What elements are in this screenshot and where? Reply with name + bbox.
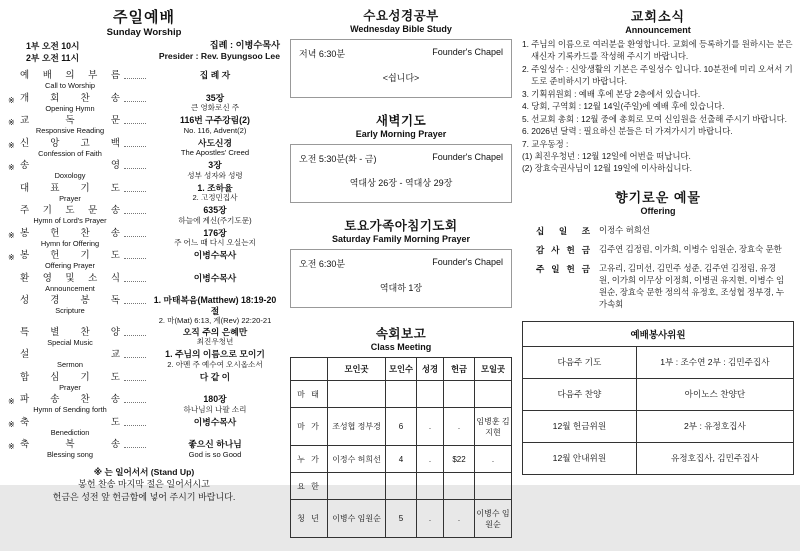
worship-order-list	[8, 70, 280, 461]
class-meeting-title-en: Class Meeting	[370, 342, 432, 352]
order-item-value	[150, 70, 280, 81]
announcement-item: 1. 주님의 이름으로 여러분을 환영합니다. 교회에 등록하기를 원하시는 분은 새신자 기록카드를 작성해 주시기 바랍니다.	[522, 39, 793, 62]
dotted-leader	[124, 273, 146, 282]
order-item-label	[20, 394, 120, 414]
order-item-value-main: 이병수목사	[193, 416, 237, 427]
order-item-value-main: 116번 구주강림(2)	[180, 115, 250, 125]
class-gather-place-cell: 이정수 허희선	[328, 446, 386, 473]
presider	[159, 40, 280, 62]
order-item-label	[20, 349, 120, 369]
announcement-title-en: Announcement	[625, 25, 691, 35]
standup-mark	[8, 295, 20, 298]
service-time-1: 1부 오전 10시	[26, 41, 80, 51]
order-item-label-en: Prayer	[59, 193, 81, 203]
standup-mark: ※	[8, 230, 15, 240]
meeting-title-en: Saturday Family Morning Prayer	[331, 234, 471, 244]
order-item-value-sub: 2. 아멘 주 예수여 오시옵소서	[167, 359, 263, 369]
class-header-attendance: 모인수	[386, 358, 417, 381]
order-item-label	[20, 228, 120, 248]
standup-mark: ※	[8, 140, 15, 150]
meeting-sections	[290, 6, 512, 308]
order-item-label-en: Announcement	[45, 283, 95, 293]
order-item-label-ko: 봉 헌 기 도	[20, 250, 120, 261]
dotted-leader	[124, 70, 146, 79]
class-gather-place-cell: 조성협 정부경	[328, 408, 386, 446]
order-item-value-main: 35장	[205, 92, 225, 103]
class-meeting-section	[290, 324, 512, 538]
announcement-item: 7. 교우동정 :	[522, 138, 569, 149]
order-item-value-main: 635장	[203, 205, 227, 215]
class-meeting-rows	[291, 381, 512, 538]
committee-person-cell: 2부 : 유정호집사	[636, 410, 793, 442]
order-item-label-ko: 대 표 기 도	[20, 182, 120, 194]
order-item-label-ko: 교 독 문	[20, 115, 120, 126]
order-item-value-sub: 2. 고정민집사	[192, 193, 238, 202]
order-item-value	[150, 349, 280, 369]
class-offering-cell: .	[444, 500, 475, 538]
order-item-label	[20, 295, 120, 315]
order-item-label	[20, 250, 120, 270]
committee-person-cell: 아이노스 찬양단	[636, 378, 793, 410]
order-item-value	[150, 439, 280, 459]
worship-order-row	[8, 273, 280, 295]
dotted-leader	[124, 205, 146, 214]
class-name-cell: 마 태	[291, 381, 328, 408]
sunday-worship-title-ko: 주일예배	[113, 9, 175, 26]
order-item-label-ko: 합 심 기 도	[20, 371, 120, 383]
dotted-leader	[124, 93, 146, 102]
order-item-value	[150, 93, 280, 113]
class-bible-cell: .	[417, 500, 444, 538]
dotted-leader	[124, 295, 146, 304]
order-item-label-ko: 축 복 송	[20, 439, 120, 450]
order-item-value-main: 1. 주님의 이름으로 모이기	[165, 349, 265, 359]
service-committee-table	[522, 321, 794, 475]
offering-entry-label: 십 일 조	[536, 225, 590, 236]
class-name-cell: 누 가	[291, 446, 328, 473]
order-item-value	[150, 183, 280, 203]
worship-order-row	[8, 160, 280, 182]
class-next-place-cell: 이병수 임원순	[475, 500, 512, 538]
meeting-info-box	[290, 144, 512, 203]
sunday-worship-title-en: Sunday Worship	[106, 27, 182, 38]
class-header-offering: 헌금	[444, 358, 475, 381]
order-item-label-en: Special Music	[47, 337, 93, 347]
class-bible-cell	[417, 473, 444, 500]
presider-ko: 집례 : 이병수목사	[209, 40, 280, 50]
order-item-value-sub: 주 어느 때 다시 오실는지	[174, 238, 256, 247]
order-item-label-ko: 송 영	[20, 160, 120, 171]
class-meeting-table	[290, 357, 512, 538]
dotted-leader	[124, 439, 146, 448]
standup-mark	[8, 183, 20, 186]
announcement-item: 6. 2026년 달력 : 필요하신 분들은 더 가져가시기 바랍니다.	[522, 126, 733, 137]
meeting-info-top	[299, 47, 503, 60]
offering-entries	[522, 224, 794, 311]
committee-rows	[523, 346, 794, 474]
order-item-label-en: Benediction	[50, 427, 90, 437]
worship-order-row	[8, 250, 280, 272]
worship-order-row	[8, 138, 280, 160]
meeting-title-ko: 토요가족아침기도회	[344, 219, 458, 233]
sunday-worship-section	[8, 6, 280, 504]
class-offering-cell	[444, 473, 475, 500]
announcement-item: (1) 최진우청년 : 12월 12일에 어번을 떠납니다.	[522, 150, 691, 161]
order-item-label-ko: 설 교	[20, 349, 120, 360]
class-attendance-cell: 5	[386, 500, 417, 538]
class-meeting-row	[291, 473, 512, 500]
meeting-title-ko: 수요성경공부	[363, 9, 439, 23]
committee-title: 예배봉사위원	[523, 321, 794, 346]
class-meeting-header-row	[291, 358, 512, 381]
order-item-value-main: 다 같 이	[199, 371, 231, 382]
meeting-info-box	[290, 249, 512, 308]
dotted-leader	[124, 394, 146, 403]
order-item-value	[150, 295, 280, 326]
order-item-value	[150, 273, 280, 284]
order-item-label-ko: 성 경 봉 독	[20, 295, 120, 306]
dotted-leader	[124, 327, 146, 336]
standup-mark: ※	[8, 163, 15, 172]
meeting-content: 역대상 26장 - 역대상 29장	[349, 178, 453, 188]
order-item-label	[20, 115, 120, 135]
meeting-section	[290, 111, 512, 203]
offering-entry	[536, 243, 786, 256]
order-item-value-sub: 최진우청년	[196, 337, 234, 346]
class-bible-cell	[417, 381, 444, 408]
meeting-content: <쉽니다>	[382, 73, 420, 83]
announcement-item: (2) 장효숙권사님이 12월 19일에 이사하십니다.	[522, 163, 692, 174]
class-next-place-cell: 임병훈 김지현	[475, 408, 512, 446]
news-offering-column	[522, 6, 794, 475]
worship-order-row	[8, 228, 280, 250]
class-next-place-cell	[475, 381, 512, 408]
committee-row	[523, 442, 794, 474]
order-item-value-main: 이병수목사	[193, 250, 237, 260]
dotted-leader	[124, 183, 146, 192]
dotted-leader	[124, 138, 146, 147]
order-item-label-ko: 봉 헌 찬 송	[20, 227, 120, 239]
order-item-label-en: Responsive Reading	[35, 126, 105, 135]
offering-entry-label: 감 사 헌 금	[536, 244, 590, 255]
order-item-label-ko: 개 회 찬 송	[20, 92, 120, 104]
order-item-label	[20, 327, 120, 347]
meeting-info-box	[290, 39, 512, 98]
worship-order-row	[8, 70, 280, 92]
order-item-value-main: 3장	[208, 160, 222, 170]
class-name-cell: 마 가	[291, 408, 328, 446]
class-offering-cell: $22	[444, 446, 475, 473]
committee-role-cell: 다음주 기도	[523, 346, 637, 378]
offering-entry-names: 김주연 김정림, 이가희, 이병수 임원순, 장효숙 문한	[599, 243, 782, 254]
committee-row	[523, 346, 794, 378]
class-attendance-cell: 6	[386, 408, 417, 446]
order-item-value	[150, 160, 280, 180]
standup-mark	[8, 372, 20, 375]
announcement-item: 4. 당회, 구역회 : 12월 14일(주일)에 예배 후에 있습니다.	[522, 101, 725, 112]
standup-mark	[8, 273, 20, 276]
order-item-value-sub: 하나님의 나팔 소리	[183, 404, 247, 414]
order-item-label-en: Blessing song	[46, 450, 93, 459]
dotted-leader	[124, 372, 146, 381]
class-meeting-title-ko: 속회보고	[375, 327, 427, 341]
order-item-value	[150, 327, 280, 347]
order-item-label	[20, 372, 120, 392]
offering-section	[522, 187, 794, 311]
meeting-info-top	[299, 152, 503, 165]
order-item-label-ko: 특 별 찬 양	[20, 326, 120, 338]
order-item-value-sub: 큰 영화로신 주	[190, 103, 240, 112]
offering-title-en: Offering	[640, 205, 676, 216]
class-offering-cell: .	[444, 408, 475, 446]
class-gather-place-cell	[328, 381, 386, 408]
class-offering-cell	[444, 381, 475, 408]
order-item-label-en: Offering Prayer	[45, 261, 95, 270]
order-item-label	[20, 70, 120, 90]
order-item-label-en: Opening Hymn	[45, 103, 95, 113]
meeting-place: Founder's Chapel	[432, 47, 503, 57]
class-gather-place-cell	[328, 473, 386, 500]
worship-header	[8, 40, 280, 64]
order-item-label	[20, 183, 120, 203]
class-header-next-place: 모일곳	[475, 358, 512, 381]
order-item-value-sub: 성부 성자와 성령	[187, 170, 243, 180]
committee-title-row	[523, 321, 794, 346]
offering-entry-names: 이정수 허희선	[599, 224, 650, 235]
announcement-item: 2. 주일성수 : 신앙생활의 기본은 주일성수 입니다. 10분전에 미리 오셔서 기도로 준비하시기 바랍니다.	[522, 63, 793, 87]
order-item-label-en: Hymn of Lord's Prayer	[33, 216, 107, 225]
standup-note: ※ 는 일어서서 (Stand Up)	[93, 466, 195, 477]
meeting-time: 오전 6:30분	[299, 259, 346, 269]
worship-order-row	[8, 372, 280, 394]
offering-title-ko: 향기로운 예물	[615, 189, 701, 205]
worship-order-row	[8, 295, 280, 326]
order-item-value	[150, 138, 280, 158]
order-item-value	[150, 394, 280, 414]
class-attendance-cell	[386, 473, 417, 500]
order-item-value-main: 오직 주의 은혜만	[182, 326, 248, 337]
order-item-label-en: Call to Worship	[45, 81, 95, 90]
meeting-time: 오전 5:30분(화 - 금)	[299, 154, 377, 164]
class-meeting-row	[291, 446, 512, 473]
worship-order-row	[8, 327, 280, 349]
class-name-cell: 요 한	[291, 473, 328, 500]
order-item-label	[20, 138, 120, 158]
worship-order-row	[8, 439, 280, 461]
class-gather-place-cell: 이병수 임원순	[328, 500, 386, 538]
order-item-value	[150, 250, 280, 261]
committee-role-cell: 12월 안내위원	[523, 442, 637, 474]
committee-row	[523, 378, 794, 410]
order-item-label-ko: 예 배 의 부 름	[20, 70, 120, 81]
standup-mark: ※	[8, 95, 15, 105]
class-bible-cell: .	[417, 446, 444, 473]
meeting-title-ko: 새벽기도	[375, 114, 427, 128]
standup-mark: ※	[8, 253, 15, 262]
meeting-title-en: Early Morning Prayer	[355, 129, 447, 139]
class-header-blank	[291, 358, 328, 381]
order-item-label	[20, 160, 120, 180]
offering-entry-label: 주 일 헌 금	[536, 263, 590, 274]
presider-en: Presider : Rev. Byungsoo Lee	[158, 51, 280, 61]
class-next-place-cell: .	[475, 446, 512, 473]
order-item-value	[150, 228, 280, 248]
order-item-value-main: 집 례 자	[199, 70, 231, 80]
offering-entry	[536, 262, 786, 311]
announcement-item: 5. 선교회 총회 : 12월 중에 총회로 모여 신임원을 선출해 주시기 바랍니다.	[522, 113, 787, 124]
committee-person-cell: 유정호집사, 김민주집사	[636, 442, 793, 474]
class-meeting-row	[291, 381, 512, 408]
standup-mark: ※	[8, 118, 15, 127]
class-next-place-cell	[475, 473, 512, 500]
order-item-label-ko: 축 도	[20, 416, 120, 428]
order-item-label-ko: 신 앙 고 백	[20, 137, 120, 149]
announcement-title-ko: 교회소식	[630, 9, 686, 24]
standup-mark: ※	[8, 397, 15, 406]
class-attendance-cell: 4	[386, 446, 417, 473]
order-item-label-en: Hymn of Sending forth	[33, 405, 107, 414]
announcement-section	[522, 6, 794, 175]
order-item-label-ko: 파 송 찬 송	[20, 394, 120, 405]
footnote-line-1: 봉헌 찬송 마지막 절은 일어서시고	[78, 478, 210, 489]
order-item-value-main: 180장	[203, 394, 227, 404]
meeting-info-top	[299, 257, 503, 270]
standup-mark	[8, 70, 20, 73]
standup-mark: ※	[8, 442, 15, 451]
order-item-label	[20, 93, 120, 113]
order-item-value	[150, 115, 280, 135]
announcement-list	[522, 38, 794, 175]
order-item-label-en: Hymn for Offering	[40, 238, 100, 248]
class-meeting-row	[291, 408, 512, 446]
service-time-2: 2부 오전 11시	[26, 53, 80, 63]
order-item-value	[150, 205, 280, 225]
class-meeting-row	[291, 500, 512, 538]
order-item-label-ko: 환 영 및 소 식	[20, 272, 120, 284]
order-item-label-en: Prayer	[59, 382, 81, 392]
standup-mark: ※	[8, 419, 15, 429]
committee-role-cell: 다음주 찬양	[523, 378, 637, 410]
worship-order-row	[8, 394, 280, 416]
meeting-title-en: Wednesday Bible Study	[350, 24, 452, 34]
order-item-label	[20, 439, 120, 459]
committee-role-cell: 12월 헌금위원	[523, 410, 637, 442]
worship-order-row	[8, 205, 280, 227]
class-header-gather-place: 모인곳	[328, 358, 386, 381]
dotted-leader	[124, 417, 146, 426]
midweek-meetings-column	[290, 6, 512, 551]
worship-order-row	[8, 183, 280, 205]
meeting-time: 저녁 6:30분	[299, 49, 346, 59]
committee-row	[523, 410, 794, 442]
standup-mark	[8, 327, 20, 330]
worship-footnotes	[8, 466, 280, 504]
order-item-value-sub: 하늘에 계신(주기도문)	[178, 215, 252, 225]
dotted-leader	[124, 160, 146, 169]
service-committee-section	[522, 321, 794, 475]
meeting-section	[290, 216, 512, 308]
meeting-place: Founder's Chapel	[432, 257, 503, 267]
order-item-value-main: 1. 마태복음(Matthew) 18:19-20절	[153, 295, 277, 316]
class-attendance-cell	[386, 381, 417, 408]
dotted-leader	[124, 250, 146, 259]
worship-order-row	[8, 115, 280, 137]
class-header-bible: 성경	[417, 358, 444, 381]
meeting-place: Founder's Chapel	[432, 152, 503, 162]
order-item-label	[20, 205, 120, 225]
order-item-label-en: Doxology	[54, 171, 86, 180]
order-item-value	[150, 417, 280, 428]
order-item-label	[20, 273, 120, 293]
order-item-value-sub: God is so Good	[188, 449, 242, 459]
order-item-value-main: 1. 조하율	[197, 182, 233, 193]
meeting-content: 역대하 1장	[379, 283, 423, 293]
order-item-label-en: Confession of Faith	[38, 148, 102, 158]
meeting-section	[290, 6, 512, 98]
order-item-value-sub: 2. 마(Mat) 6:13, 계(Rev) 22:20-21	[158, 316, 272, 325]
worship-order-row	[8, 93, 280, 115]
worship-order-row	[8, 349, 280, 371]
standup-mark	[8, 349, 20, 352]
order-item-value-main: 좋으신 하나님	[188, 439, 242, 449]
order-item-label-en: Scripture	[55, 306, 85, 315]
order-item-value-sub: The Apostles' Creed	[180, 148, 250, 157]
order-item-label	[20, 417, 120, 437]
service-times	[8, 40, 80, 64]
order-item-label-ko: 주 기 도 문 송	[20, 205, 120, 216]
order-item-value-main: 176장	[203, 227, 227, 238]
dotted-leader	[124, 228, 146, 237]
order-item-value-main: 사도신경	[198, 137, 232, 148]
committee-person-cell: 1부 : 조수연 2부 : 김민주집사	[636, 346, 793, 378]
announcement-item: 3. 기획위원회 : 예배 후에 본당 2층에서 있습니다.	[522, 88, 701, 99]
worship-order-row	[8, 417, 280, 439]
dotted-leader	[124, 349, 146, 358]
dotted-leader	[124, 115, 146, 124]
order-item-value	[150, 372, 280, 383]
order-item-value-sub: No. 116, Advent(2)	[183, 125, 247, 135]
order-item-value-main: 이병수목사	[193, 272, 237, 283]
offering-entry	[536, 224, 786, 237]
class-bible-cell: .	[417, 408, 444, 446]
offering-entry-names: 고유리, 김미선, 김민주 성준, 김주연 김정림, 유경원, 이가희 이무상 이정희, 이병권 유지현, 이병수 임원순, 장효숙 문한 정의석 유정호, 조성협 정부경, 누가속회	[599, 262, 785, 310]
standup-mark	[8, 205, 20, 208]
class-name-cell: 청 년	[291, 500, 328, 538]
order-item-label-en: Sermon	[57, 360, 83, 369]
footnote-line-2: 헌금은 성전 앞 헌금함에 넣어 주시기 바랍니다.	[52, 491, 236, 502]
